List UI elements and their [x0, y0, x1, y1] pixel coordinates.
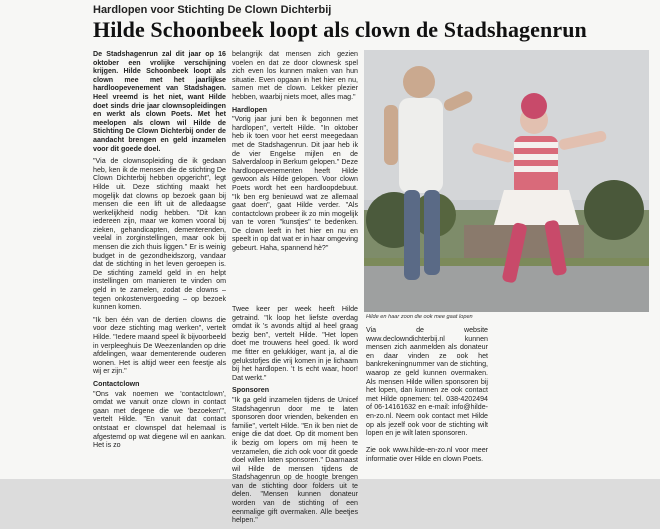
photo-illustration	[364, 50, 649, 312]
body-paragraph: "Via de clownsopleiding die ik gedaan heb, ken ik de mensen die de stichting De Clown Dichterbij hebben opgericht", legt Hilde uit. Deze stichting maakt het mogelijk dat clowns op bezoek gaan bij mensen die een lift uit de alledaagse werkelijkheid nodig hebben. "Dit kan iedereen zijn, maar we komen vooral bij zieken, gehandicapten, dementerenden, veelal in zorginstellingen, maar ook bij mensen die zich thuis liggen." Er is weinig budget in de gezondheidszorg, vandaar dat de stichting in het leven geroepen is. De stichting zameld geld in en helpt instellingen om manieren te vinden om geld in te zamelen, zodat de clowns – tegen onkostenvergoeding – op bezoek kunnen komen.	[93, 157, 226, 312]
subheading-contactclown: Contactclown	[93, 379, 140, 388]
body-paragraph: belangrijk dat mensen zich gezien voelen en dat ze door clownesk spel zich even los kunnen maken van hun situatie. Even opgaan in het hier en nu, samen met de clown. Lekker plezier hebben, waarbij niets moet, alles mag."	[232, 50, 358, 101]
body-paragraph: "Vorig jaar juni ben ik begonnen met hardlopen", vertelt Hilde. "In oktober heb ik toen voor het eerst meegedaan met de Stadshagenrun. Dit jaar heb ik de vier Engelse mijlen en de Salverdaloop in Berkum gelopen." Deze hardloopevenementen heeft Hilde gewoon als Hilde gelopen. Voor clown Poets wordt het een hardloopdebuut. "Ik ben erg benieuwd wat ze allemaal gaat doen", gaat Hilde verder. "Als contactclown probeer ik zo min mogelijk van te voren "kunstjes" te bedenken. De clown leeft in het hier en nu en speelt in op dat wat er in haar omgeving gebeurt. Haha, spannend hè?"	[232, 115, 358, 253]
body-paragraph: "Ik ben één van de dertien clowns die voor deze stichting mag werken", vertelt Hilde. "Iedere maand speel ik bijvoorbeeld in verpleeghuis De Weezenlanden op drie afdelingen, waar dementerende ouderen wonen. Het is altijd weer een feestje als wij er zijn."	[93, 315, 226, 376]
body-paragraph: Zie ook www.hilde-en-zo.nl voor meer informatie over Hilde en clown Poets.	[366, 446, 488, 463]
body-paragraph: Twee keer per week heeft Hilde getraind. "Ik loop het liefste overdag omdat ik 's avonds altijd al heel graag bezig ben", vertelt Hilde. "Het lopen doet me trouwens heel goed. Ik word me fitter en gelukkiger, want ja, al die gelukstofjes die vrij komen in je lichaam bij het hardlopen. 't Is echt waar, hoor! Dat werkt."	[232, 305, 358, 382]
text-column-1	[93, 50, 226, 454]
subheading-sponsoren: Sponsoren	[232, 386, 270, 395]
article-kicker: Hardlopen voor Stichting De Clown Dichterbij	[93, 4, 332, 16]
text-column-5	[366, 446, 488, 467]
lead-paragraph: De Stadshagenrun zal dit jaar op 16 oktober een vrolijke verschijning krijgen. Hilde Schoonbeek loopt als clown mee met het jaarlijkse hardloopevenement van Stadshagen. Heel vreemd is het niet, want Hilde doet sinds drie jaar clownsopleidingen en werkt als clown Poets. Met het meelopen als clown wil Hilde de Stichting De Clown Dichterbij onder de aandacht brengen en geld inzamelen voor dit goede doel.	[93, 50, 226, 153]
subheading-hardlopen: Hardlopen	[232, 105, 268, 114]
text-column-2	[232, 50, 358, 257]
body-paragraph: "Ik ga geld inzamelen tijdens de Unicef Stadshagenrun door me te laten sponsoren door vrienden, bekenden en familie", vertelt Hilde. "En ik ben niet de enige die dat doet. Op dit moment ben ik bezig om lopers om mij heen te verzamelen, die zich ook voor dit goede doel willen laten sponsoren." Daarnaast wil Hilde de mensen tijdens de Stadshagenrun op de hoogte brengen van de stichting door folders uit te delen. "Mensen kunnen donateur worden van de stichting of een eenmalige gift overmaken. Alle beetjes helpen."	[232, 395, 358, 525]
body-paragraph: Via de website www.declowndichterbij.nl kunnen mensen zich aanmelden als donateur en daar vinden ze ook het bankrekeningnummer van de stichting, waarop ze geld kunnen overmaken. Als mensen Hilde willen sponsoren bij het lopen, dan kunnen ze ook contact met Hilde opnemen: tel. 038-4202494 of 06-14161632 en e-mail: info@hilde-en-zo.nl. Neem ook contact met Hilde op als jezelf ook voor de stichting wilt lopen en je wilt laten sponsoren.	[366, 326, 488, 438]
article-headline: Hilde Schoonbeek loopt als clown de Stadshagenrun	[93, 17, 587, 42]
text-column-4	[366, 326, 488, 442]
article-photo	[364, 50, 649, 312]
text-column-3	[232, 305, 358, 529]
body-paragraph: "Ons vak noemen we 'contactclown', omdat we vanuit onze clown in contact gaan met degene die we 'bezoeken'", vertelt Hilde. "En vanuit dat contact ontstaat er clownspel dat helemaal is afgestemd op wat diegene wil en aankan. Het is zo	[93, 389, 226, 450]
photo-caption: Hilde en haar zoon die ook mee gaat lopen	[366, 314, 473, 320]
